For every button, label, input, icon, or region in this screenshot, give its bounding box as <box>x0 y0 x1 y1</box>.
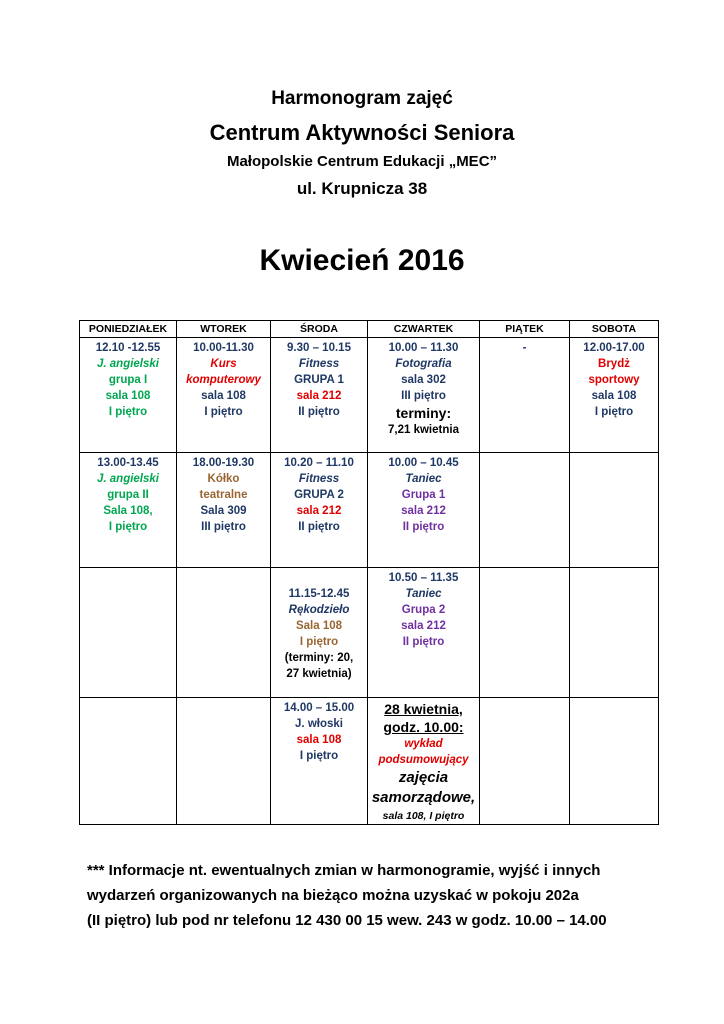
cell-line: 10.00 – 10.45 <box>388 457 459 469</box>
cell-line: 13.00-13.45 <box>97 457 159 469</box>
cell-line: godz. 10.00: <box>383 719 464 735</box>
cell-line: Sala 309 <box>200 505 247 517</box>
schedule-cell <box>480 698 570 825</box>
cell-line: I piętro <box>299 750 339 762</box>
schedule-cell <box>177 453 271 568</box>
schedule-cell <box>271 338 368 453</box>
cell-line: sala 212 <box>296 390 342 402</box>
cell-line: I piętro <box>594 406 634 418</box>
cell-line: 10.00-11.30 <box>193 342 254 354</box>
cell-line: Sala 108, <box>103 505 153 517</box>
cell-line: sala 108 <box>201 390 246 402</box>
cell-line: 10.50 – 11.35 <box>388 572 459 584</box>
cell-line: grupa II <box>107 489 149 501</box>
cell-line: Taniec <box>405 473 442 485</box>
day-header-wednesday: ŚRODA <box>271 321 368 338</box>
schedule-cell <box>80 698 177 825</box>
cell-line: 9.30 – 10.15 <box>287 342 351 354</box>
cell-line: 14.00 – 15.00 <box>283 702 355 714</box>
schedule-cell <box>80 338 177 453</box>
cell-line: Taniec <box>405 588 442 600</box>
cell-line: sala 212 <box>401 505 446 517</box>
schedule-cell <box>570 568 659 698</box>
cell-line: I piętro <box>204 406 243 418</box>
cell-line: J. angielski <box>96 358 159 370</box>
info-note <box>87 858 687 933</box>
table-row <box>80 453 659 568</box>
cell-line <box>272 570 366 586</box>
cell-line: 12.00-17.00 <box>583 342 645 354</box>
schedule-cell <box>177 338 271 453</box>
cell-line: grupa I <box>108 374 148 386</box>
cell-line: II piętro <box>402 521 445 533</box>
schedule-cell <box>271 568 368 698</box>
note-line: (II piętro) lub pod nr telefonu 12 430 00 15 wew. 243 w godz. 10.00 – 14.00 <box>87 912 607 929</box>
schedule-cell <box>570 698 659 825</box>
schedule-cell <box>368 453 480 568</box>
cell-line: I piętro <box>299 636 339 648</box>
day-header-saturday: SOBOTA <box>570 321 659 338</box>
day-header-row <box>80 321 659 338</box>
schedule-cell <box>368 698 480 825</box>
schedule-cell <box>570 338 659 453</box>
cell-line: 10.00 – 11.30 <box>388 342 459 354</box>
cell-line: terminy: <box>395 405 452 421</box>
cell-line: Fitness <box>298 473 340 485</box>
cell-line: GRUPA 1 <box>294 374 344 386</box>
note-line: wydarzeń organizowanych na bieżąco można uzyskać w pokoju 202a <box>87 887 579 904</box>
cell-line: sala 108 <box>296 734 342 746</box>
cell-line: 7,21 kwietnia <box>388 424 459 436</box>
cell-line: Fotografia <box>395 358 452 370</box>
cell-line: Grupa 1 <box>401 489 446 501</box>
schedule-cell <box>271 453 368 568</box>
cell-line: 11.15-12.45 <box>288 588 350 600</box>
cell-line: teatralne <box>199 489 248 501</box>
table-row <box>80 568 659 698</box>
cell-line: Brydż <box>598 358 630 370</box>
cell-line: II piętro <box>402 636 445 648</box>
note-line: *** Informacje nt. ewentualnych zmian w harmonogramie, wyjść i innych <box>87 862 601 879</box>
cell-line: 18.00-19.30 <box>192 457 255 469</box>
address: ul. Krupnicza 38 <box>296 179 428 198</box>
schedule-cell <box>570 453 659 568</box>
cell-line: sala 108 <box>105 390 151 402</box>
cell-line: sala 212 <box>401 620 446 632</box>
cell-line: 10.20 – 11.10 <box>284 457 354 469</box>
day-header-monday: PONIEDZIAŁEK <box>80 321 177 338</box>
document-title: Harmonogram zajęć <box>271 88 453 109</box>
cell-line: sportowy <box>588 374 640 386</box>
cell-line: Rękodzieło <box>288 604 350 616</box>
cell-line: 27 kwietnia) <box>286 668 352 680</box>
table-row <box>80 698 659 825</box>
cell-line: Kółko <box>207 473 240 485</box>
schedule-cell <box>80 568 177 698</box>
cell-line: III piętro <box>201 521 246 533</box>
cell-line: podsumowujący <box>378 754 469 766</box>
cell-line: zajęcia <box>398 769 449 786</box>
table-row <box>80 338 659 453</box>
day-header-friday: PIĄTEK <box>480 321 570 338</box>
cell-line: I piętro <box>108 521 148 533</box>
cell-line: III piętro <box>401 390 446 402</box>
cell-line: komputerowy <box>186 374 261 386</box>
schedule-cell <box>480 568 570 698</box>
cell-line: Grupa 2 <box>401 604 446 616</box>
cell-line: GRUPA 2 <box>294 489 344 501</box>
cell-line: sala 108 <box>591 390 637 402</box>
cell-line: Fitness <box>298 358 340 370</box>
day-header-tuesday: WTOREK <box>177 321 271 338</box>
cell-line: 12.10 -12.55 <box>95 342 161 354</box>
cell-line: sala 108, I piętro <box>382 810 465 822</box>
cell-line: II piętro <box>298 406 340 418</box>
cell-line: wykład <box>404 738 443 750</box>
cell-line: II piętro <box>298 521 340 533</box>
schedule-cell <box>177 568 271 698</box>
cell-line: J. włoski <box>295 718 343 730</box>
cell-line: - <box>522 342 527 354</box>
schedule-cell <box>80 453 177 568</box>
cell-line: 28 kwietnia, <box>384 701 463 717</box>
center-name: Centrum Aktywności Seniora <box>209 120 515 145</box>
cell-line: (terminy: 20, <box>284 652 354 664</box>
cell-line: sala 302 <box>401 374 446 386</box>
day-header-thursday: CZWARTEK <box>368 321 480 338</box>
schedule-cell <box>368 338 480 453</box>
schedule-cell <box>368 568 480 698</box>
cell-line: Kurs <box>210 358 237 370</box>
cell-line: Sala 108 <box>295 620 343 632</box>
schedule-table <box>79 320 659 825</box>
schedule-cell <box>480 338 570 453</box>
schedule-cell <box>480 453 570 568</box>
schedule-cell <box>271 698 368 825</box>
cell-line: samorządowe, <box>371 789 476 806</box>
cell-line: J. angielski <box>96 473 159 485</box>
schedule-cell <box>177 698 271 825</box>
institution-name: Małopolskie Centrum Edukacji „MEC” <box>226 153 498 170</box>
cell-line: sala 212 <box>296 505 342 517</box>
cell-line: I piętro <box>108 406 148 418</box>
month-heading: Kwiecień 2016 <box>259 244 465 277</box>
